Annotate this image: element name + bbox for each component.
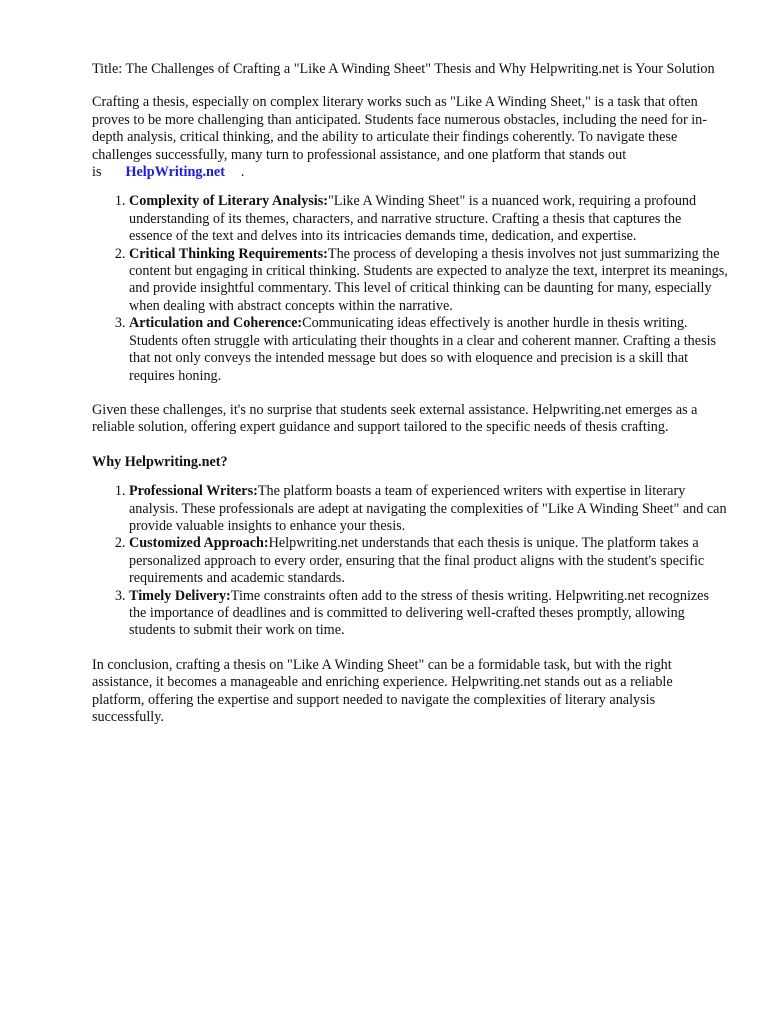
list-item-text: The platform boasts a team of experienced writers with expertise in literary analysis. These professionals are adept at navigating the complexities of "Like A Winding Sheet" and can provide valuable insights to enhance your thesis. (129, 483, 727, 534)
list-item (129, 483, 728, 535)
list-item (129, 535, 728, 587)
list-item-text: Communicating ideas effectively is another hurdle in thesis writing. Students often struggle with articulating their thoughts in a clear and coherent manner. Crafting a thesis that not only conveys the intended message but does so with eloquence and precision is a skill that requires honing. (129, 315, 717, 384)
helpwriting-link[interactable]: HelpWriting.net (125, 164, 225, 181)
list-item (129, 193, 728, 245)
why-heading: Why Helpwriting.net? (92, 453, 228, 470)
reasons-list (92, 483, 728, 640)
given-paragraph: Given these challenges, it's no surprise that students seek external assistance. Helpwriting.net emerges as a reliable solution, offering expert guidance and support tailored to the specific needs of thesis crafting. (92, 401, 698, 436)
list-item-term: Timely Delivery: (129, 587, 231, 604)
list-item-term: Critical Thinking Requirements: (129, 245, 328, 262)
list-item (129, 588, 728, 640)
list-item-text: Time constraints often add to the stress of thesis writing. Helpwriting.net recognizes the importance of deadlines and is committed to delivering well-crafted theses promptly, allowing students to submit their work on time. (129, 587, 709, 639)
list-item-text: The process of developing a thesis involves not just summarizing the content but engaging in critical thinking. Students are expected to analyze the text, interpret its meanings, and provide insightful commentary. This level of critical thinking can be daunting for many, especially when dealing with abstract concepts within the narrative. (129, 245, 728, 314)
list-item-text: Helpwriting.net understands that each thesis is unique. The platform takes a personalized approach to every order, ensuring that the final product aligns with the student's specific requirements and academic standards. (129, 535, 705, 587)
intro-text: Crafting a thesis, especially on complex literary works such as "Like A Winding Sheet," is a task that often proves to be more challenging than anticipated. Students face numerous obstacles, including the need for in-depth analysis, critical thinking, and the ability to articulate their findings coherently. To navigate these challenges successfully, many turn to professional assistance, and one platform that stands out is (92, 94, 708, 181)
intro-paragraph (92, 94, 728, 181)
intro-end: . (240, 164, 245, 181)
conclusion-paragraph: In conclusion, crafting a thesis on "Like A Winding Sheet" can be a formidable task, but with the right assistance, it becomes a manageable and enriching experience. Helpwriting.net stands out as a reliable platform, offering the expertise and support needed to navigate the complexities of literary analysis successfully. (92, 656, 673, 725)
list-item (129, 315, 728, 385)
list-item-term: Articulation and Coherence: (129, 315, 303, 332)
list-item-text: "Like A Winding Sheet" is a nuanced work, requiring a profound understanding of its themes, characters, and narrative structure. Crafting a thesis that captures the essence of the text and delves into its intricacies demands time, dedication, and expertise. (129, 193, 697, 245)
document-title: Title: The Challenges of Crafting a "Like A Winding Sheet" Thesis and Why Helpwriting.net is Your Solution (92, 61, 715, 77)
list-item (129, 246, 728, 316)
challenges-list (92, 193, 728, 384)
list-item-term: Professional Writers: (129, 483, 258, 500)
list-item-term: Complexity of Literary Analysis: (129, 193, 328, 210)
list-item-term: Customized Approach: (129, 535, 269, 552)
